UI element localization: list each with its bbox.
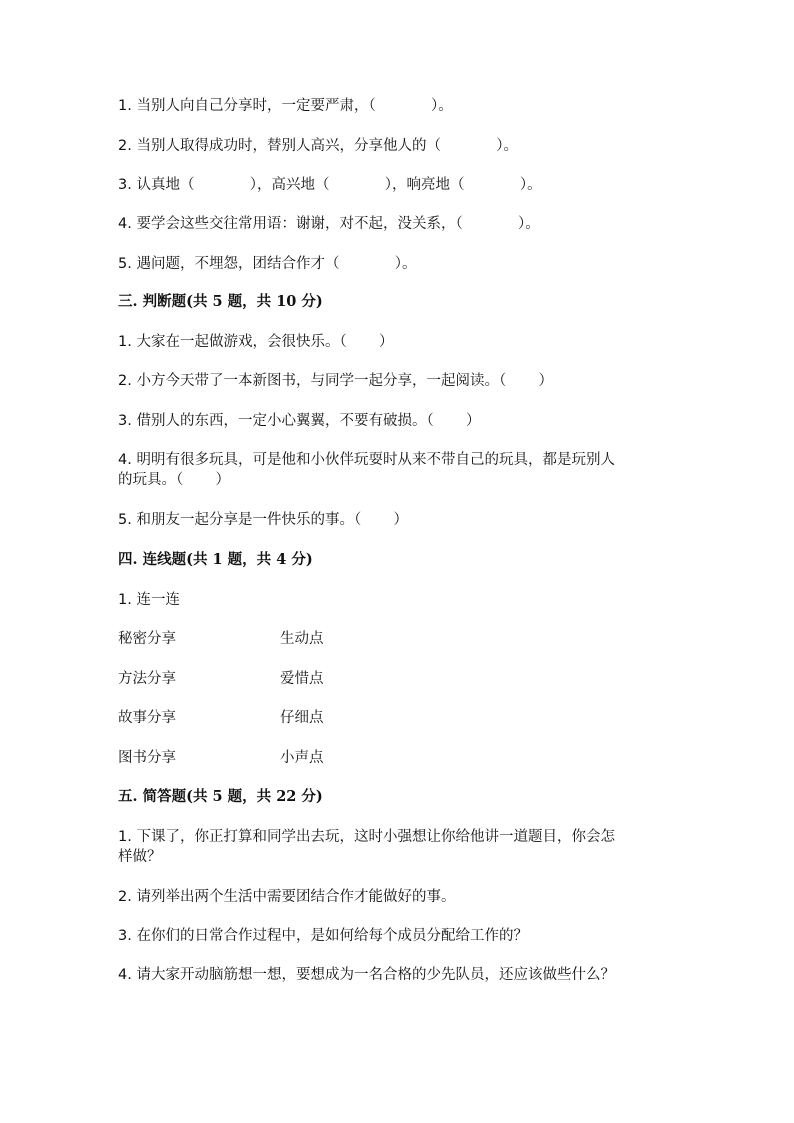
- fill-in-question-1: 1. 当别人向自己分享时，一定要严肃，（ ）。: [118, 98, 453, 114]
- section-5-heading: 五. 简答题(共 5 题，共 22 分): [118, 788, 323, 805]
- true-false-question-3: 3. 借别人的东西，一定小心翼翼，不要有破损。（ ）: [118, 413, 481, 429]
- true-false-question-4: 4. 明明有很多玩具，可是他和小伙伴玩耍时从来不带自己的玩具，都是玩别人: [118, 452, 615, 468]
- short-answer-question-3: 3. 在你们的日常合作过程中，是如何给每个成员分配给工作的？: [118, 928, 528, 944]
- match-left-4: 图书分享: [118, 750, 176, 766]
- match-right-4: 小声点: [280, 750, 324, 766]
- section-4-heading: 四. 连线题(共 1 题，共 4 分): [118, 551, 313, 568]
- fill-in-question-3: 3. 认真地（ ），高兴地（ ），响亮地（ ）。: [118, 177, 542, 193]
- match-left-2: 方法分享: [118, 671, 176, 687]
- short-answer-question-1-cont: 样做？: [118, 849, 162, 865]
- fill-in-question-2: 2. 当别人取得成功时，替别人高兴，分享他人的（ ）。: [118, 138, 519, 154]
- section-3-heading: 三. 判断题(共 5 题，共 10 分): [118, 293, 323, 310]
- short-answer-question-4: 4. 请大家开动脑筋想一想，要想成为一名合格的少先队员，还应该做些什么？: [118, 967, 615, 983]
- short-answer-question-2: 2. 请列举出两个生活中需要团结合作才能做好的事。: [118, 889, 456, 905]
- fill-in-question-4: 4. 要学会这些交往常用语：谢谢，对不起，没关系，（ ）。: [118, 216, 540, 232]
- true-false-question-2: 2. 小方今天带了一本新图书，与同学一起分享，一起阅读。（ ）: [118, 373, 553, 389]
- match-right-1: 生动点: [280, 631, 324, 647]
- match-left-3: 故事分享: [118, 710, 176, 726]
- match-left-1: 秘密分享: [118, 631, 176, 647]
- matching-question: 1. 连一连: [118, 592, 180, 608]
- true-false-question-5: 5. 和朋友一起分享是一件快乐的事。（ ）: [118, 512, 408, 528]
- fill-in-question-5: 5. 遇问题，不埋怨，团结合作才（ ）。: [118, 256, 417, 272]
- match-right-3: 仔细点: [280, 710, 324, 726]
- short-answer-question-1: 1. 下课了，你正打算和同学出去玩，这时小强想让你给他讲一道题目，你会怎: [118, 829, 615, 845]
- match-right-2: 爱惜点: [280, 671, 324, 687]
- true-false-question-4-cont: 的玩具。（ ）: [118, 472, 231, 488]
- true-false-question-1: 1. 大家在一起做游戏，会很快乐。（ ）: [118, 334, 394, 350]
